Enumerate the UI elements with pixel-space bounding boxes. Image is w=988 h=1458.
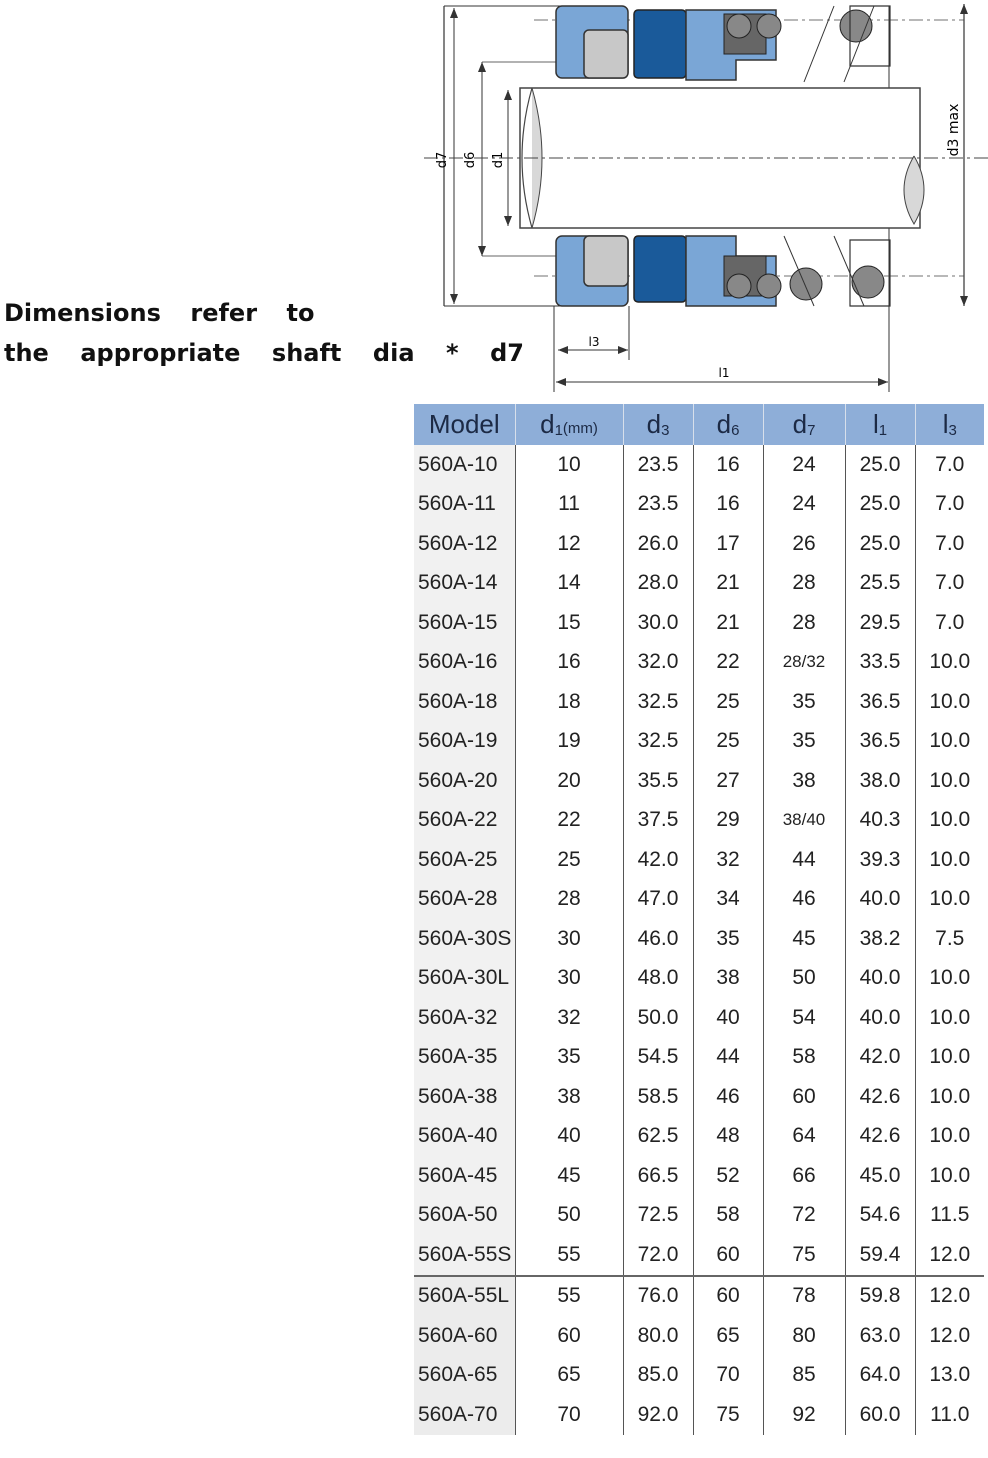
cell-d1: 55: [515, 1276, 623, 1317]
cell-d1: 28: [515, 880, 623, 920]
cell-d1: 60: [515, 1316, 623, 1356]
cell-d3: 42.0: [623, 840, 693, 880]
note-word: shaft: [271, 339, 342, 367]
column-header-l3: $l_3$: [915, 404, 984, 445]
cell-d6: 27: [693, 761, 763, 801]
table-row: [414, 485, 984, 525]
cell-l1: 63.0: [845, 1316, 915, 1356]
cell-model: 560A-25: [414, 840, 515, 880]
column-header-l1: $l_1$: [845, 404, 915, 445]
cell-d3: 76.0: [623, 1276, 693, 1317]
cell-l3: 10.0: [915, 801, 984, 841]
cell-l1: 40.0: [845, 998, 915, 1038]
cell-l1: 64.0: [845, 1356, 915, 1396]
cell-l3: 12.0: [915, 1235, 984, 1276]
table-row: [414, 445, 984, 485]
cell-d7: 46: [763, 880, 845, 920]
cell-d3: 58.5: [623, 1077, 693, 1117]
column-header-d3: $d_3$: [623, 404, 693, 445]
cell-d6: 35: [693, 919, 763, 959]
cell-d7: 45: [763, 919, 845, 959]
table-row: [414, 1196, 984, 1236]
cell-model: 560A-11: [414, 485, 515, 525]
cell-l3: 12.0: [915, 1316, 984, 1356]
cell-d7: 58: [763, 1038, 845, 1078]
cell-d3: 47.0: [623, 880, 693, 920]
cell-d6: 70: [693, 1356, 763, 1396]
cell-l3: 10.0: [915, 761, 984, 801]
cell-l1: 36.5: [845, 682, 915, 722]
dimensions-table-wrapper: [414, 404, 984, 1435]
cell-d6: 25: [693, 722, 763, 762]
cell-d6: 75: [693, 1395, 763, 1435]
cell-l1: 25.0: [845, 485, 915, 525]
cell-l1: 33.5: [845, 643, 915, 683]
table-header-row: [414, 404, 984, 445]
cell-d1: 38: [515, 1077, 623, 1117]
cell-l3: 10.0: [915, 840, 984, 880]
cell-model: 560A-65: [414, 1356, 515, 1396]
table-row: [414, 722, 984, 762]
cell-d6: 38: [693, 959, 763, 999]
cell-model: 560A-18: [414, 682, 515, 722]
cell-d3: 26.0: [623, 524, 693, 564]
cell-d7: 24: [763, 485, 845, 525]
d1-label: d1: [491, 151, 506, 169]
cell-l3: 7.0: [915, 445, 984, 485]
cell-l1: 42.0: [845, 1038, 915, 1078]
cell-model: 560A-55L: [414, 1276, 515, 1317]
cell-l1: 38.2: [845, 919, 915, 959]
cell-d6: 22: [693, 643, 763, 683]
cell-l1: 38.0: [845, 761, 915, 801]
cell-d3: 85.0: [623, 1356, 693, 1396]
cell-l1: 42.6: [845, 1077, 915, 1117]
table-row: [414, 1395, 984, 1435]
cell-d1: 55: [515, 1235, 623, 1276]
cell-d7: 66: [763, 1156, 845, 1196]
cell-d7: 92: [763, 1395, 845, 1435]
cell-l3: 10.0: [915, 998, 984, 1038]
cell-l3: 10.0: [915, 1156, 984, 1196]
cell-d3: 32.5: [623, 682, 693, 722]
table-row: [414, 1276, 984, 1317]
cell-l1: 60.0: [845, 1395, 915, 1435]
cell-model: 560A-45: [414, 1156, 515, 1196]
cell-model: 560A-60: [414, 1316, 515, 1356]
cell-model: 560A-30S: [414, 919, 515, 959]
cell-d1: 11: [515, 485, 623, 525]
cell-model: 560A-19: [414, 722, 515, 762]
cell-d3: 62.5: [623, 1117, 693, 1157]
cell-model: 560A-40: [414, 1117, 515, 1157]
table-row: [414, 1316, 984, 1356]
table-row: [414, 603, 984, 643]
cell-d7: 64: [763, 1117, 845, 1157]
cell-d6: 16: [693, 485, 763, 525]
table-row: [414, 1077, 984, 1117]
cell-d7: 28/32: [763, 643, 845, 683]
cell-d1: 16: [515, 643, 623, 683]
cell-model: 560A-35: [414, 1038, 515, 1078]
cell-d6: 17: [693, 524, 763, 564]
cell-model: 560A-38: [414, 1077, 515, 1117]
table-body: [414, 445, 984, 1435]
cell-d7: 80: [763, 1316, 845, 1356]
dimensions-table: [414, 404, 984, 1435]
cell-d1: 20: [515, 761, 623, 801]
cell-d1: 32: [515, 998, 623, 1038]
table-row: [414, 1038, 984, 1078]
table-row: [414, 998, 984, 1038]
cell-l1: 54.6: [845, 1196, 915, 1236]
cell-d6: 25: [693, 682, 763, 722]
cell-l3: 10.0: [915, 959, 984, 999]
cell-d6: 44: [693, 1038, 763, 1078]
cell-d7: 78: [763, 1276, 845, 1317]
table-row: [414, 801, 984, 841]
cell-l3: 7.0: [915, 524, 984, 564]
column-header-d6: $d_6$: [693, 404, 763, 445]
table-row: [414, 880, 984, 920]
cell-d7: 35: [763, 682, 845, 722]
cell-l1: 25.5: [845, 564, 915, 604]
cell-d7: 54: [763, 998, 845, 1038]
cell-d7: 60: [763, 1077, 845, 1117]
l3-label: l3: [588, 335, 600, 349]
note-word: to: [286, 299, 315, 327]
note-word: dia: [372, 339, 415, 367]
column-header-d1: $d_1(mm)$: [515, 404, 623, 445]
cell-l1: 39.3: [845, 840, 915, 880]
cell-l1: 59.8: [845, 1276, 915, 1317]
cell-model: 560A-16: [414, 643, 515, 683]
cell-d7: 44: [763, 840, 845, 880]
cell-d7: 50: [763, 959, 845, 999]
cell-model: 560A-70: [414, 1395, 515, 1435]
cell-d1: 70: [515, 1395, 623, 1435]
cell-d7: 26: [763, 524, 845, 564]
cell-d6: 60: [693, 1276, 763, 1317]
cell-model: 560A-20: [414, 761, 515, 801]
cell-d7: 85: [763, 1356, 845, 1396]
cell-l3: 10.0: [915, 880, 984, 920]
cell-d3: 80.0: [623, 1316, 693, 1356]
cell-d1: 50: [515, 1196, 623, 1236]
cell-d6: 29: [693, 801, 763, 841]
table-row: [414, 1235, 984, 1276]
cell-l3: 7.0: [915, 603, 984, 643]
cell-d3: 37.5: [623, 801, 693, 841]
table-row: [414, 840, 984, 880]
table-row: [414, 1117, 984, 1157]
cell-l3: 7.0: [915, 564, 984, 604]
cell-d1: 40: [515, 1117, 623, 1157]
cell-model: 560A-50: [414, 1196, 515, 1236]
cell-l1: 25.0: [845, 524, 915, 564]
cell-d1: 22: [515, 801, 623, 841]
cell-d6: 32: [693, 840, 763, 880]
table-row: [414, 919, 984, 959]
cell-d1: 14: [515, 564, 623, 604]
cell-d1: 45: [515, 1156, 623, 1196]
cell-d3: 23.5: [623, 445, 693, 485]
cell-l3: 7.5: [915, 919, 984, 959]
table-row: [414, 564, 984, 604]
cell-d3: 72.5: [623, 1196, 693, 1236]
cell-d1: 35: [515, 1038, 623, 1078]
cell-l3: 10.0: [915, 1117, 984, 1157]
cell-l1: 25.0: [845, 445, 915, 485]
cell-d1: 25: [515, 840, 623, 880]
cell-l1: 45.0: [845, 1156, 915, 1196]
cell-d1: 19: [515, 722, 623, 762]
l1-label: l1: [718, 366, 730, 380]
cell-l1: 59.4: [845, 1235, 915, 1276]
cell-d3: 72.0: [623, 1235, 693, 1276]
cell-d1: 18: [515, 682, 623, 722]
cell-d3: 66.5: [623, 1156, 693, 1196]
cell-l3: 12.0: [915, 1276, 984, 1317]
cell-model: 560A-28: [414, 880, 515, 920]
cell-d7: 28: [763, 603, 845, 643]
cell-d6: 46: [693, 1077, 763, 1117]
cell-l3: 11.0: [915, 1395, 984, 1435]
cell-d1: 15: [515, 603, 623, 643]
cell-d1: 65: [515, 1356, 623, 1396]
cell-l3: 11.5: [915, 1196, 984, 1236]
cell-d3: 30.0: [623, 603, 693, 643]
cell-d7: 72: [763, 1196, 845, 1236]
cell-d7: 24: [763, 445, 845, 485]
cell-model: 560A-14: [414, 564, 515, 604]
table-row: [414, 1156, 984, 1196]
cell-model: 560A-55S: [414, 1235, 515, 1276]
note-word: d7: [490, 339, 524, 367]
cell-d3: 32.5: [623, 722, 693, 762]
cell-d1: 12: [515, 524, 623, 564]
cell-d3: 50.0: [623, 998, 693, 1038]
cell-d6: 40: [693, 998, 763, 1038]
cell-d6: 16: [693, 445, 763, 485]
cell-model: 560A-12: [414, 524, 515, 564]
cell-l1: 42.6: [845, 1117, 915, 1157]
note-word: the: [4, 339, 49, 367]
cell-d6: 21: [693, 564, 763, 604]
d3-max-label: d3 max: [946, 103, 962, 157]
seal-cross-section-drawing: [424, 0, 988, 392]
cell-d7: 35: [763, 722, 845, 762]
d7-label: d7: [435, 151, 450, 169]
cell-d3: 23.5: [623, 485, 693, 525]
cell-d7: 28: [763, 564, 845, 604]
cell-l1: 40.0: [845, 880, 915, 920]
cell-d3: 48.0: [623, 959, 693, 999]
cell-d7: 75: [763, 1235, 845, 1276]
cell-model: 560A-22: [414, 801, 515, 841]
cell-l3: 10.0: [915, 722, 984, 762]
cell-d3: 35.5: [623, 761, 693, 801]
cell-model: 560A-32: [414, 998, 515, 1038]
cell-l3: 10.0: [915, 1038, 984, 1078]
cell-d3: 28.0: [623, 564, 693, 604]
cell-d6: 21: [693, 603, 763, 643]
cell-d6: 60: [693, 1235, 763, 1276]
column-header-d7: $d_7$: [763, 404, 845, 445]
cell-d7: 38: [763, 761, 845, 801]
cell-l1: 40.0: [845, 959, 915, 999]
cell-d6: 52: [693, 1156, 763, 1196]
cell-l1: 36.5: [845, 722, 915, 762]
note-word: refer: [190, 299, 258, 327]
table-row: [414, 761, 984, 801]
cell-d3: 46.0: [623, 919, 693, 959]
table-row: [414, 682, 984, 722]
column-header-model: Model: [414, 404, 515, 445]
cell-model: 560A-10: [414, 445, 515, 485]
cell-l3: 10.0: [915, 643, 984, 683]
table-row: [414, 524, 984, 564]
cell-d7: 38/40: [763, 801, 845, 841]
cell-d6: 34: [693, 880, 763, 920]
cell-d1: 30: [515, 919, 623, 959]
cell-d3: 32.0: [623, 643, 693, 683]
cell-l1: 40.3: [845, 801, 915, 841]
table-row: [414, 643, 984, 683]
note-word: appropriate: [80, 339, 241, 367]
cell-model: 560A-30L: [414, 959, 515, 999]
cell-model: 560A-15: [414, 603, 515, 643]
table-row: [414, 1356, 984, 1396]
cell-l3: 7.0: [915, 485, 984, 525]
cell-d6: 48: [693, 1117, 763, 1157]
note-word: *: [446, 339, 459, 367]
cell-d3: 92.0: [623, 1395, 693, 1435]
cell-d1: 10: [515, 445, 623, 485]
cell-d6: 58: [693, 1196, 763, 1236]
cell-l3: 13.0: [915, 1356, 984, 1396]
cell-l3: 10.0: [915, 682, 984, 722]
note-word: Dimensions: [4, 299, 161, 327]
cell-l3: 10.0: [915, 1077, 984, 1117]
table-row: [414, 959, 984, 999]
cell-d3: 54.5: [623, 1038, 693, 1078]
cell-d1: 30: [515, 959, 623, 999]
d6-label: d6: [463, 151, 478, 169]
cell-d6: 65: [693, 1316, 763, 1356]
cell-l1: 29.5: [845, 603, 915, 643]
